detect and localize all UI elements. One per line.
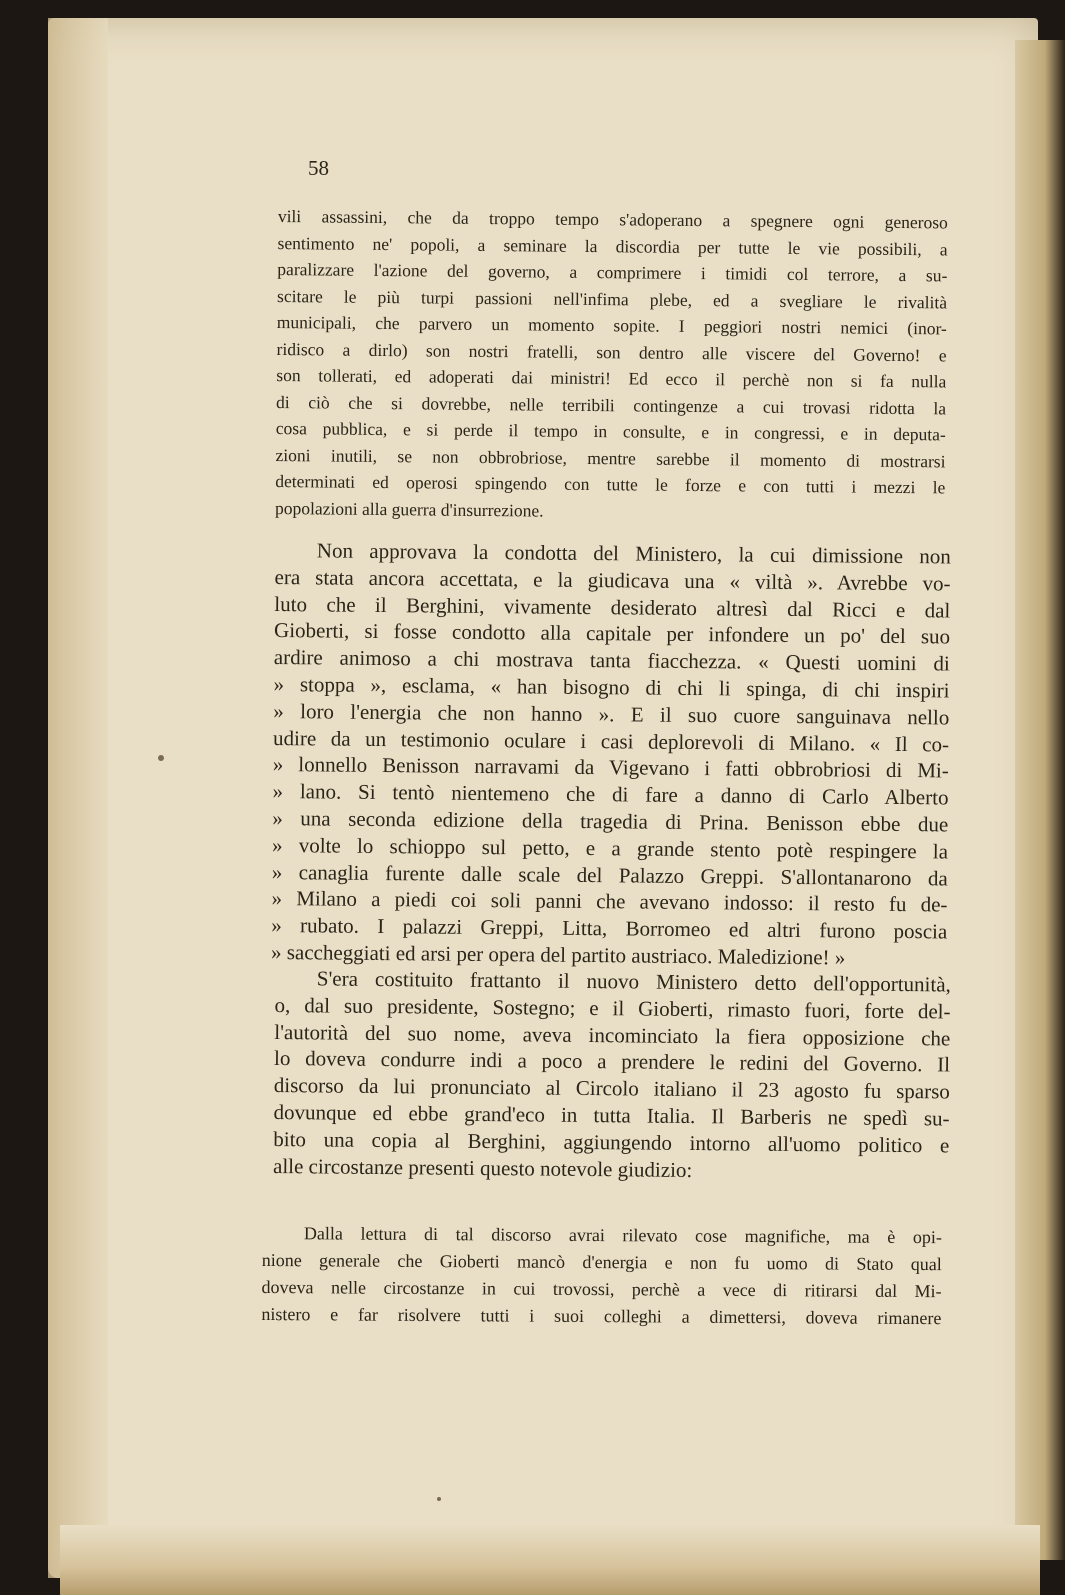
page-gutter-shadow xyxy=(48,18,108,1578)
text-line: son tollerati, ed adoperati dai ministri! Ed ecco il perchè non si fa nulla xyxy=(276,364,947,392)
text-line: » canaglia furente dalle scale del Palazzo Greppi. S'allontanarono da xyxy=(271,859,948,891)
paper-spot xyxy=(158,755,164,761)
text-line: » saccheggiati ed arsi per opera del partito austriaco. Maledizione! » xyxy=(270,939,846,970)
text-line: determinati ed operosi spingendo con tutte le forze e con tutti i mezzi le xyxy=(275,470,946,498)
text-line: » lonnello Benisson narravami da Vigevano i fatti obbrobriosi di Mi- xyxy=(272,752,949,783)
text-line: nistero e far risolvere tutti i suoi colleghi a dimettersi, doveva rimanere xyxy=(261,1303,942,1329)
text-line: Non approvava la condotta del Ministero, la cui dimissione non xyxy=(316,538,951,569)
text-line: alle circostanze presenti questo notevole giudizio: xyxy=(272,1153,693,1182)
text-line: vili assassini, che da troppo tempo s'adoperano a spegnere ogni generoso xyxy=(277,205,948,233)
text-line: ridisco a dirlo) son nostri fratelli, son dentro alle viscere del Governo! e xyxy=(276,338,947,365)
body-paragraph-gioberti xyxy=(273,965,951,1186)
text-line: ardire animoso a chi mostrava tanta fiacchezza. « Questi uomini di xyxy=(273,645,950,676)
body-paragraph-ministero xyxy=(271,537,951,972)
page-bottom-edge xyxy=(60,1525,1040,1595)
text-line: Gioberti, si fosse condotto alla capitale per infondere un po' del suo xyxy=(273,618,951,649)
text-line: Dalla lettura di tal discorso avrai rilevato cose magnifiche, ma è opi- xyxy=(303,1223,942,1248)
text-line: dovunque ed ebbe grand'eco in tutta Italia. Il Barberis ne spedì su- xyxy=(273,1099,950,1131)
text-line: municipali, che parvero un momento sopite. I peggiori nostri nemici (inor- xyxy=(276,311,947,339)
page-fore-edge xyxy=(1015,40,1065,1560)
text-line: l'autorità del suo nome, aveva incominciato la fiera opposizione che xyxy=(274,1019,951,1051)
paper-spot xyxy=(437,1497,441,1501)
text-line: bito una copia al Berghini, aggiungendo intorno all'uomo politico e xyxy=(273,1126,950,1158)
text-line: » lano. Si tentò nientemeno che di fare a danno di Carlo Alberto xyxy=(272,779,949,810)
quoted-letter-block-1 xyxy=(275,203,948,527)
text-line: » una seconda edizione della tragedia di Prina. Benisson ebbe due xyxy=(272,805,949,837)
text-line: era stata ancora accettata, e la giudicava una « viltà ». Avrebbe vo- xyxy=(274,564,951,596)
text-line: cosa pubblica, e si perde il tempo in consulte, e in congressi, e in deputa- xyxy=(275,417,946,445)
text-line: » loro l'energia che non hanno ». E il suo cuore sanguinava nello xyxy=(273,698,950,730)
text-line: » stoppa », esclama, « han bisogno di chi li spinga, di chi inspiri xyxy=(273,671,950,703)
text-line: nione generale che Gioberti mancò d'energia e non fu uomo di Stato qual xyxy=(261,1249,942,1275)
text-line: scitare le più turpi passioni nell'infima plebe, ed a svegliare le rivalità xyxy=(277,285,948,312)
text-line: sentimento ne' popoli, a seminare la discordia per tutte le vie possibili, a xyxy=(277,232,948,259)
text-line: o, dal suo presidente, Sostegno; e il Gioberti, rimasto fuori, forte del- xyxy=(274,992,951,1024)
page-number: 58 xyxy=(308,156,329,180)
text-line: udire da un testimonio oculare i casi deplorevoli di Milano. « Il co- xyxy=(272,725,950,757)
text-line: lo doveva condurre indi a poco a prendere le redini del Governo. Il xyxy=(273,1046,951,1077)
text-line: » volte lo schioppo sul petto, e a grande stento potè respingere la xyxy=(271,832,949,864)
text-line: popolazioni alla guerra d'insurrezione. xyxy=(274,497,544,521)
text-line: luto che il Berghini, vivamente desiderato altresì dal Ricci e dal xyxy=(274,591,951,623)
text-line: » rubato. I palazzi Greppi, Litta, Borromeo ed altri furono poscia xyxy=(271,913,948,944)
text-line: » Milano a piedi coi soli panni che avevano indosso: il resto fu de- xyxy=(271,886,948,917)
text-line: paralizzare l'azione del governo, a comprimere i timidi col terrore, a su- xyxy=(277,258,948,286)
text-line: discorso da lui pronunciato al Circolo italiano il 23 agosto fu sparso xyxy=(273,1073,950,1104)
text-line: zioni inutili, se non obbrobriose, mentre sarebbe il momento di mostrarsi xyxy=(275,444,946,471)
text-line: doveva nelle circostanze in cui trovossi, perchè a vece di ritirarsi dal Mi- xyxy=(261,1276,942,1302)
quoted-letter-block-2 xyxy=(261,1220,942,1332)
text-line: di ciò che si dovrebbe, nelle terribili contingenze a cui trovasi ridotta la xyxy=(275,391,947,418)
text-line: S'era costituito frattanto il nuovo Ministero detto dell'opportunità, xyxy=(316,966,951,997)
